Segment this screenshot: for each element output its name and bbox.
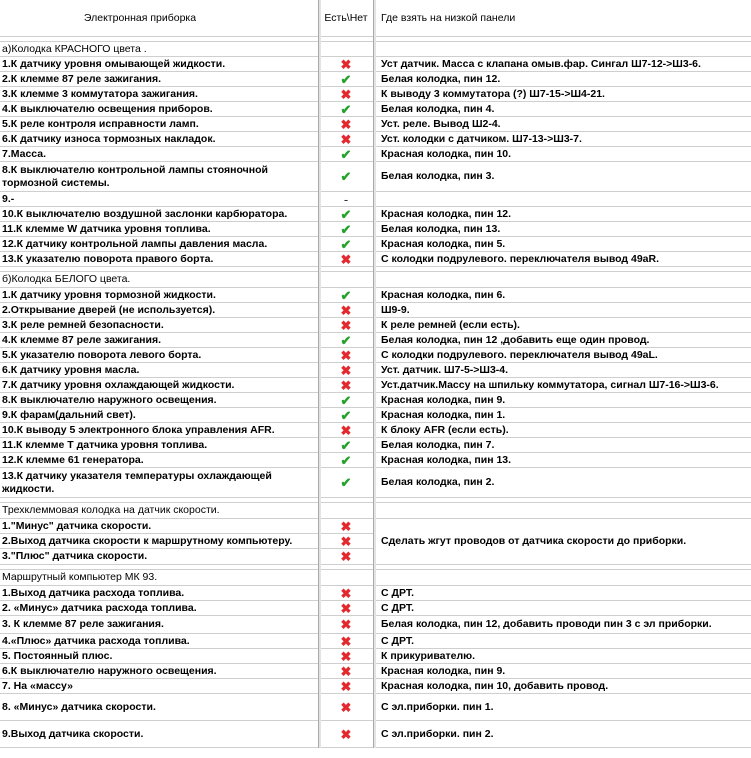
empty-cell xyxy=(374,570,751,585)
row-status xyxy=(318,102,374,116)
row-source: Сделать жгут проводов от датчика скорости до приборки. xyxy=(381,535,687,547)
row-item: 9.К фарам(дальний свет). xyxy=(2,408,136,421)
cross-icon: ✖ xyxy=(340,377,352,393)
row-source: С колодки подрулевого. переключателя вывод 49aL. xyxy=(381,348,658,361)
row-status xyxy=(318,207,374,221)
row-status xyxy=(318,237,374,251)
row-source: Уст. колодки с датчиком. Ш7-13->Ш3-7. xyxy=(381,132,582,145)
row-source: К выводу 3 коммутатора (?) Ш7-15->Ш4-21. xyxy=(381,87,605,100)
row-source: Уст датчик. Масса с клапана омыв.фар. Сингал Ш7-12->Ш3-6. xyxy=(381,57,701,70)
row-status xyxy=(318,664,374,678)
empty-cell xyxy=(374,272,751,287)
row-item: 4.К клемме 87 реле зажигания. xyxy=(2,333,162,346)
row-item: 4.К выключателю освещения приборов. xyxy=(2,102,213,115)
row-source: Красная колодка, пин 6. xyxy=(381,288,506,301)
row-source: Уст.датчик.Массу на шпильку коммутатора, сигнал Ш7-16->Ш3-6. xyxy=(381,378,719,391)
empty-cell xyxy=(318,570,374,585)
row-item: 11.К клемме W датчика уровня топлива. xyxy=(2,222,211,235)
row-status xyxy=(318,534,374,548)
row-status xyxy=(318,162,374,191)
row-item: 9.Выход датчика скорости. xyxy=(2,727,144,740)
row-item: 2.Открывание дверей (не используется). xyxy=(2,303,216,316)
cross-icon: ✖ xyxy=(340,600,352,616)
cross-icon: ✖ xyxy=(340,518,352,534)
row-item: 7.К датчику уровня охлаждающей жидкости. xyxy=(2,378,235,391)
empty-cell xyxy=(374,503,751,518)
cross-icon: ✖ xyxy=(340,533,352,549)
dash-icon: - xyxy=(343,191,349,207)
row-status xyxy=(318,721,374,747)
check-icon: ✔ xyxy=(340,437,352,453)
row-item: 3.К клемме 3 коммутатора зажигания. xyxy=(2,87,198,100)
row-status xyxy=(318,694,374,720)
row-status xyxy=(318,72,374,86)
row-status xyxy=(318,57,374,71)
row-status xyxy=(318,252,374,266)
empty-cell xyxy=(318,503,374,518)
header-col-item: Электронная приборка xyxy=(83,11,197,24)
cross-icon: ✖ xyxy=(340,116,352,132)
row-source: Красная колодка, пин 5. xyxy=(381,237,506,250)
row-source: Белая колодка, пин 3. xyxy=(381,170,495,182)
row-status xyxy=(318,453,374,467)
row-item: 3. К клемме 87 реле зажигания. xyxy=(2,618,164,630)
row-item: 13.К датчику указателя температуры охлаждающей жидкости. xyxy=(2,469,272,495)
row-status xyxy=(318,318,374,332)
row-status xyxy=(318,348,374,362)
row-status xyxy=(318,393,374,407)
row-status xyxy=(318,649,374,663)
row-status xyxy=(318,601,374,615)
row-item: 3."Плюс" датчика скорости. xyxy=(2,550,148,562)
row-source: Белая колодка, пин 2. xyxy=(381,476,495,488)
row-source: Красная колодка, пин 10, добавить провод. xyxy=(381,679,609,692)
cross-icon: ✖ xyxy=(340,422,352,438)
row-status xyxy=(318,303,374,317)
row-status xyxy=(318,192,374,206)
row-item: 1.К датчику уровня тормозной жидкости. xyxy=(2,288,216,301)
check-icon: ✔ xyxy=(340,407,352,423)
cross-icon: ✖ xyxy=(340,699,352,715)
row-status xyxy=(318,363,374,377)
check-icon: ✔ xyxy=(340,392,352,408)
cross-icon: ✖ xyxy=(340,617,352,632)
cross-icon: ✖ xyxy=(340,131,352,147)
check-icon: ✔ xyxy=(340,475,352,490)
row-item: 1.Выход датчика расхода топлива. xyxy=(2,586,185,599)
section-title: а)Колодка КРАСНОГО цвета . xyxy=(2,42,147,55)
row-item: 4.«Плюс» датчика расхода топлива. xyxy=(2,634,190,647)
row-source: К блоку AFR (если есть). xyxy=(381,423,509,436)
row-source: Уст. датчик. Ш7-5->Ш3-4. xyxy=(381,363,509,376)
cross-icon: ✖ xyxy=(340,347,352,363)
row-item: 6.К выключателю наружного освещения. xyxy=(2,664,217,677)
row-item: 1."Минус" датчика скорости. xyxy=(2,519,152,532)
row-item: 8.К выключателю контрольной лампы стояночной тормозной системы. xyxy=(2,163,268,189)
row-source: С эл.приборки. пин 1. xyxy=(381,700,494,713)
row-item: 2.К клемме 87 реле зажигания. xyxy=(2,72,162,85)
row-item: 12.К датчику контрольной лампы давления масла. xyxy=(2,237,268,250)
row-status xyxy=(318,616,374,633)
row-source: Уст. реле. Вывод Ш2-4. xyxy=(381,117,501,130)
row-item: 2. «Минус» датчика расхода топлива. xyxy=(2,601,197,614)
row-item: 5.К реле контроля исправности ламп. xyxy=(2,117,199,130)
row-source: С ДРТ. xyxy=(381,586,414,599)
row-source: К реле ремней (если есть). xyxy=(381,318,520,331)
row-status xyxy=(318,378,374,392)
cross-icon: ✖ xyxy=(340,726,352,742)
check-icon: ✔ xyxy=(340,332,352,348)
cross-icon: ✖ xyxy=(340,317,352,333)
row-item: 12.К клемме 61 генератора. xyxy=(2,453,144,466)
row-status xyxy=(318,634,374,648)
row-status xyxy=(318,423,374,437)
row-status xyxy=(318,222,374,236)
row-item: 5. Постоянный плюс. xyxy=(2,649,113,662)
row-item: 5.К указателю поворота левого борта. xyxy=(2,348,202,361)
row-source: Белая колодка, пин 12, добавить проводи пин 3 с эл приборки. xyxy=(381,618,712,630)
row-item: 2.Выход датчика скорости к маршрутному компьютеру. xyxy=(2,534,293,547)
row-item: 9.- xyxy=(2,192,15,205)
row-status xyxy=(318,468,374,497)
row-item: 8. «Минус» датчика скорости. xyxy=(2,700,156,713)
cross-icon: ✖ xyxy=(340,302,352,318)
row-status xyxy=(318,117,374,131)
row-status xyxy=(318,288,374,302)
row-source: Красная колодка, пин 9. xyxy=(381,664,506,677)
header-col-source: Где взять на низкой панели xyxy=(381,11,516,24)
row-source: Белая колодка, пин 12 ,добавить еще один провод. xyxy=(381,333,650,346)
row-status xyxy=(318,333,374,347)
row-source: С ДРТ. xyxy=(381,601,414,614)
row-status xyxy=(318,549,374,564)
section-title: Маршрутный компьютер МК 93. xyxy=(2,571,158,583)
check-icon: ✔ xyxy=(340,206,352,222)
row-source: Красная колодка, пин 13. xyxy=(381,453,512,466)
section-title: б)Колодка БЕЛОГО цвета. xyxy=(2,273,131,285)
cross-icon: ✖ xyxy=(340,251,352,267)
row-status xyxy=(318,586,374,600)
row-item: 6.К датчику уровня масла. xyxy=(2,363,140,376)
row-status xyxy=(318,408,374,422)
row-source: К прикуривателю. xyxy=(381,649,476,662)
cross-icon: ✖ xyxy=(340,56,352,72)
row-item: 10.К выключателю воздушной заслонки карбюратора. xyxy=(2,207,288,220)
column-divider xyxy=(373,0,376,748)
row-source: Красная колодка, пин 9. xyxy=(381,393,506,406)
row-item: 6.К датчику износа тормозных накладок. xyxy=(2,132,216,145)
row-status xyxy=(318,147,374,161)
cross-icon: ✖ xyxy=(340,648,352,664)
cross-icon: ✖ xyxy=(340,633,352,649)
row-source: С ДРТ. xyxy=(381,634,414,647)
row-source: С эл.приборки. пин 2. xyxy=(381,727,494,740)
row-item: 1.К датчику уровня омывающей жидкости. xyxy=(2,57,226,70)
header-col-status: Есть\Нет xyxy=(324,12,368,24)
row-item: 3.К реле ремней безопасности. xyxy=(2,318,164,331)
row-source: Ш9-9. xyxy=(381,303,410,316)
empty-cell xyxy=(374,42,751,56)
row-status xyxy=(318,519,374,533)
cross-icon: ✖ xyxy=(340,585,352,601)
row-source: Красная колодка, пин 12. xyxy=(381,207,512,220)
cross-icon: ✖ xyxy=(340,678,352,694)
column-divider xyxy=(318,0,321,748)
row-item: 7.Масса. xyxy=(2,147,47,160)
row-status xyxy=(318,679,374,693)
empty-cell xyxy=(318,272,374,287)
check-icon: ✔ xyxy=(340,71,352,87)
check-icon: ✔ xyxy=(340,221,352,237)
row-source: Белая колодка, пин 13. xyxy=(381,222,501,235)
check-icon: ✔ xyxy=(340,236,352,252)
row-source xyxy=(374,192,751,206)
row-source: Белая колодка, пин 12. xyxy=(381,72,501,85)
row-status xyxy=(318,132,374,146)
check-icon: ✔ xyxy=(340,452,352,468)
check-icon: ✔ xyxy=(340,146,352,162)
cross-icon: ✖ xyxy=(340,549,352,564)
empty-cell xyxy=(318,42,374,56)
row-item: 7. На «массу» xyxy=(2,679,73,692)
check-icon: ✔ xyxy=(340,287,352,303)
row-source: С колодки подрулевого. переключателя вывод 49aR. xyxy=(381,252,660,265)
row-item: 8.К выключателю наружного освещения. xyxy=(2,393,217,406)
row-source: Красная колодка, пин 1. xyxy=(381,408,506,421)
row-source: Красная колодка, пин 10. xyxy=(381,147,512,160)
cross-icon: ✖ xyxy=(340,86,352,102)
check-icon: ✔ xyxy=(340,169,352,184)
row-source: Белая колодка, пин 7. xyxy=(381,438,495,451)
section-title: Трехклеммовая колодка на датчик скорости. xyxy=(2,504,220,516)
cross-icon: ✖ xyxy=(340,362,352,378)
row-item: 13.К указателю поворота правого борта. xyxy=(2,252,214,265)
row-item: 10.К выводу 5 электронного блока управления AFR. xyxy=(2,423,275,436)
check-icon: ✔ xyxy=(340,101,352,117)
row-status xyxy=(318,438,374,452)
cross-icon: ✖ xyxy=(340,663,352,679)
row-item: 11.К клемме Т датчика уровня топлива. xyxy=(2,438,208,451)
row-source: Белая колодка, пин 4. xyxy=(381,102,495,115)
row-status xyxy=(318,87,374,101)
